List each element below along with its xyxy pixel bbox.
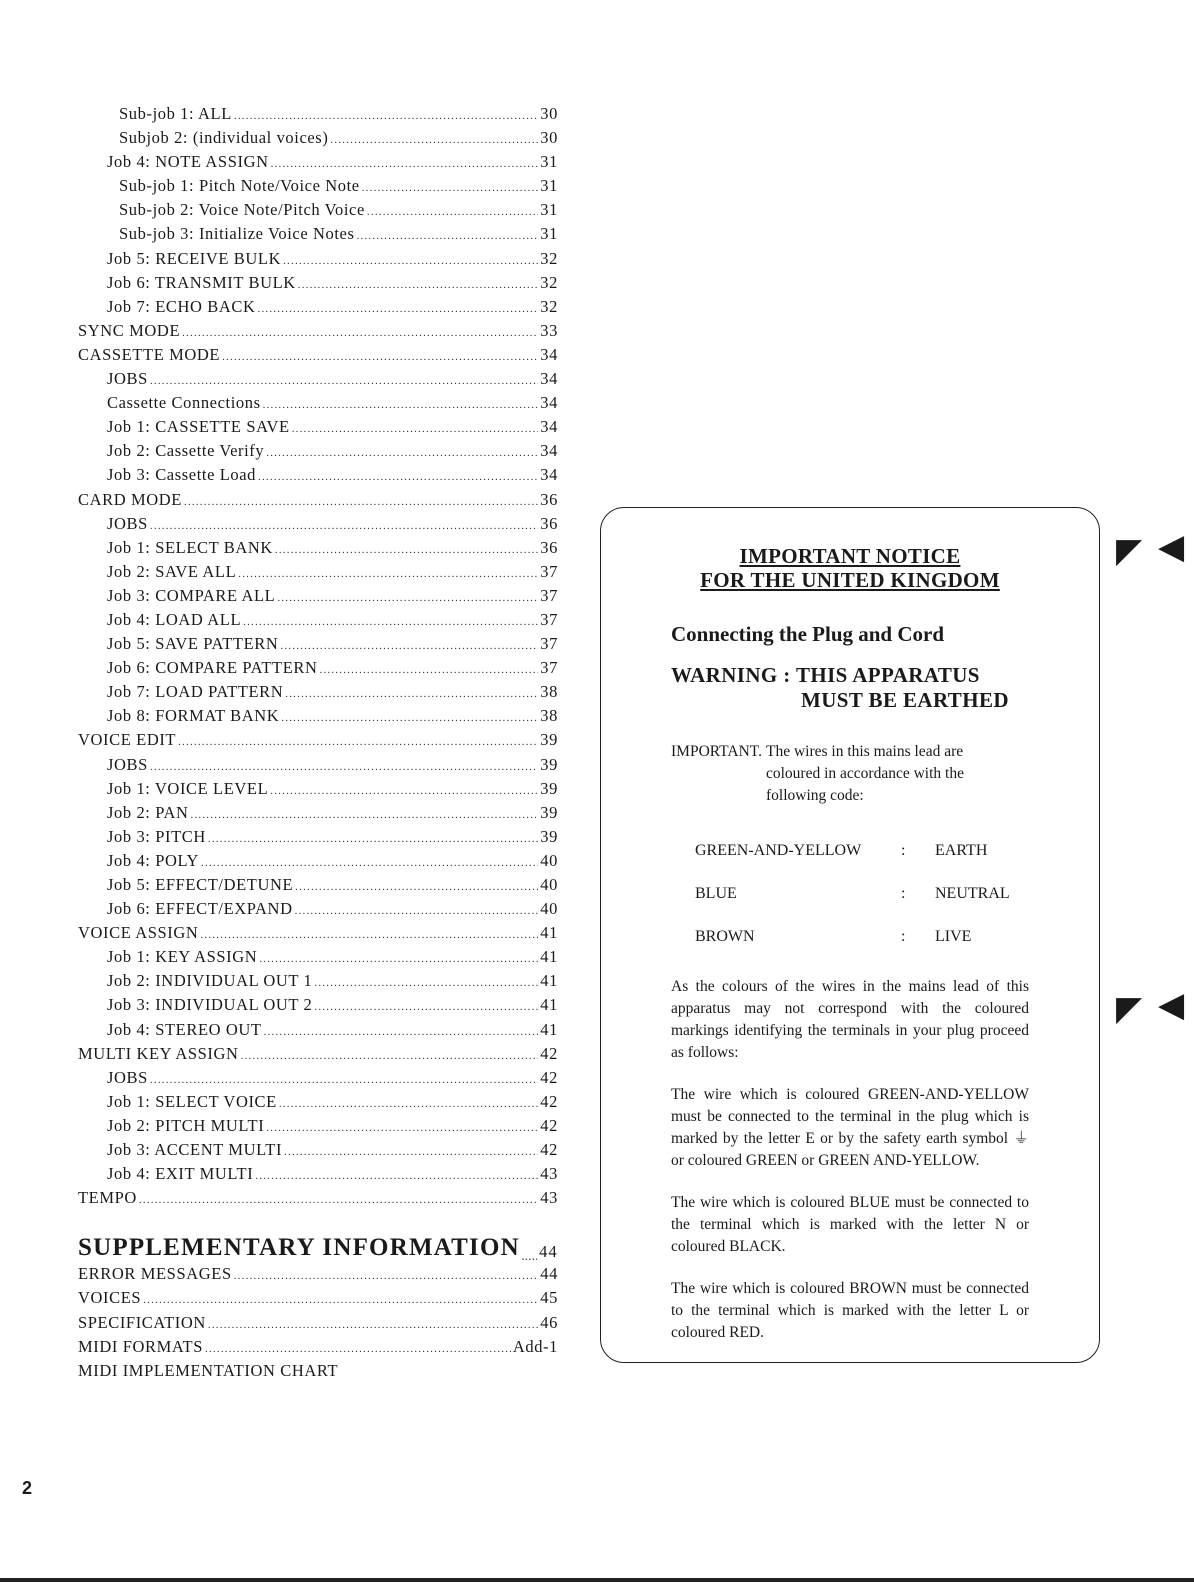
toc-entry bbox=[78, 610, 558, 634]
toc-entry-page: 34 bbox=[540, 465, 558, 485]
toc-leader-dots bbox=[320, 664, 539, 676]
toc-entry bbox=[78, 995, 558, 1019]
toc-entry-label: SUPPLEMENTARY INFORMATION bbox=[78, 1234, 520, 1262]
toc-entry-label: Job 5: SAVE PATTERN bbox=[107, 634, 279, 654]
toc-entry-page: 41 bbox=[540, 995, 558, 1015]
toc-entry-label: Job 3: Cassette Load bbox=[107, 465, 257, 485]
toc-entry-page: 42 bbox=[540, 1140, 558, 1160]
toc-leader-dots bbox=[241, 1050, 539, 1062]
toc-entry bbox=[78, 682, 558, 706]
toc-entry bbox=[78, 971, 558, 995]
toc-entry-label: MIDI IMPLEMENTATION CHART bbox=[78, 1360, 339, 1380]
code-row bbox=[695, 872, 1099, 915]
toc-entry bbox=[78, 152, 558, 176]
registration-mark-icon: ◀ bbox=[1158, 527, 1185, 567]
toc-leader-dots bbox=[205, 1343, 511, 1355]
toc-entry bbox=[78, 176, 558, 200]
toc-leader-dots bbox=[367, 206, 538, 218]
toc-entry bbox=[78, 851, 558, 875]
toc-leader-dots bbox=[200, 929, 538, 941]
toc-leader-dots bbox=[266, 447, 538, 459]
toc-leader-dots bbox=[279, 1098, 538, 1110]
toc-entry bbox=[78, 297, 558, 321]
toc-entry-label: Job 2: SAVE ALL bbox=[107, 561, 237, 581]
toc-entry-label: Sub-job 1: Pitch Note/Voice Note bbox=[119, 176, 360, 196]
toc-leader-dots bbox=[259, 953, 538, 965]
toc-entry-label: ERROR MESSAGES bbox=[78, 1264, 232, 1284]
toc-entry-page: 30 bbox=[540, 104, 558, 123]
toc-leader-dots bbox=[234, 1270, 539, 1282]
toc-leader-dots bbox=[238, 568, 538, 580]
toc-entry-label: MULTI KEY ASSIGN bbox=[78, 1043, 239, 1063]
toc-entry-page: 30 bbox=[540, 128, 558, 148]
toc-entry-page: 36 bbox=[540, 489, 558, 509]
important-text bbox=[766, 741, 1008, 807]
toc-entry-page: 41 bbox=[540, 1019, 558, 1039]
toc-entry-label: VOICE EDIT bbox=[78, 730, 177, 750]
toc-entry bbox=[78, 1313, 558, 1337]
toc-entry-label: Job 5: EFFECT/DETUNE bbox=[107, 875, 294, 894]
toc-entry-page: 38 bbox=[540, 682, 558, 702]
toc-leader-dots bbox=[150, 375, 538, 387]
toc-leader-dots bbox=[182, 327, 538, 339]
notice-paragraph: The wire which is coloured BLUE must be connected to the terminal which is marked with the letter N or coloured BLACK. bbox=[671, 1194, 1029, 1255]
toc-entry-label: Job 6: TRANSMIT BULK bbox=[107, 272, 296, 292]
code-colour: GREEN-AND-YELLOW bbox=[695, 841, 862, 859]
toc-entry bbox=[78, 538, 558, 562]
toc-entry bbox=[78, 1020, 558, 1044]
toc-leader-dots bbox=[330, 134, 538, 146]
toc-entry-label: Job 3: INDIVIDUAL OUT 2 bbox=[107, 995, 313, 1015]
toc-leader-dots bbox=[243, 616, 538, 628]
toc-entry bbox=[78, 1288, 558, 1312]
toc-entry-page: 44 bbox=[540, 1264, 558, 1284]
toc-leader-dots bbox=[201, 857, 538, 869]
toc-leader-dots bbox=[143, 1294, 538, 1306]
notice-subtitle: Connecting the Plug and Cord bbox=[671, 622, 945, 646]
toc-entry-label: CASSETTE MODE bbox=[78, 344, 221, 364]
toc-leader-dots bbox=[263, 399, 539, 411]
page-number: 2 bbox=[22, 1478, 33, 1498]
toc-entry-page: 36 bbox=[540, 513, 558, 533]
important-text-line-2: coloured in accordance with the bbox=[765, 765, 964, 782]
toc-entry-page: 40 bbox=[540, 850, 558, 870]
toc-entry bbox=[78, 1337, 558, 1361]
toc-leader-dots bbox=[208, 833, 538, 845]
toc-entry bbox=[78, 1361, 558, 1385]
toc-entry bbox=[78, 1068, 558, 1092]
toc-leader-dots bbox=[275, 544, 538, 556]
toc-leader-dots bbox=[295, 905, 539, 917]
toc-entry-label: VOICE ASSIGN bbox=[78, 923, 199, 943]
toc-entry bbox=[78, 465, 558, 489]
warning-line-1: WARNING : THIS APPARATUS bbox=[671, 663, 980, 687]
toc-entry-label: Job 5: RECEIVE BULK bbox=[107, 248, 282, 268]
toc-entry-label: JOBS bbox=[107, 754, 148, 774]
toc-leader-dots bbox=[357, 230, 539, 242]
toc-entry bbox=[78, 875, 558, 899]
code-meaning: LIVE bbox=[935, 927, 972, 945]
toc-entry-label: Job 2: PITCH MULTI bbox=[107, 1115, 265, 1135]
toc-entry-label: Job 4: STEREO OUT bbox=[107, 1019, 262, 1039]
toc-entry bbox=[78, 923, 558, 947]
toc-entry-page: 41 bbox=[540, 923, 558, 943]
toc-entry-label: SPECIFICATION bbox=[78, 1312, 206, 1332]
toc-leader-dots bbox=[222, 351, 538, 363]
toc-entry-label: Job 8: FORMAT BANK bbox=[107, 706, 280, 726]
toc-entry-label: Sub-job 1: ALL bbox=[119, 104, 232, 123]
toc-entry bbox=[78, 514, 558, 538]
toc-entry-page: 39 bbox=[540, 826, 558, 846]
toc-entry bbox=[78, 803, 558, 827]
toc-leader-dots bbox=[191, 809, 539, 821]
toc-leader-dots bbox=[283, 255, 538, 267]
toc-leader-dots bbox=[285, 688, 538, 700]
toc-entry-label: Job 6: EFFECT/EXPAND bbox=[107, 899, 293, 919]
toc-entry bbox=[78, 1188, 558, 1212]
toc-entry-label: JOBS bbox=[107, 1067, 148, 1087]
toc-entry-label: VOICES bbox=[78, 1288, 142, 1308]
toc-entry-label: Job 3: ACCENT MULTI bbox=[107, 1140, 283, 1160]
toc-entry-label: Sub-job 3: Initialize Voice Notes bbox=[119, 224, 355, 244]
toc-entry-label: Job 3: COMPARE ALL bbox=[107, 585, 276, 605]
toc-entry-page: 39 bbox=[540, 778, 558, 798]
toc-entry bbox=[78, 369, 558, 393]
toc-entry-label: Job 6: COMPARE PATTERN bbox=[107, 658, 318, 678]
toc-entry-label: Job 1: SELECT VOICE bbox=[107, 1091, 277, 1111]
code-row bbox=[695, 915, 1099, 958]
toc-entry bbox=[78, 128, 558, 152]
toc-entry-page: 42 bbox=[540, 1091, 558, 1111]
toc-entry bbox=[78, 1092, 558, 1116]
toc-entry-page: 34 bbox=[540, 369, 558, 389]
code-colour: BROWN bbox=[695, 927, 755, 945]
important-text-line-1: The wires in this mains lead are bbox=[765, 743, 964, 760]
toc-entry bbox=[78, 586, 558, 610]
toc-entry bbox=[78, 899, 558, 923]
toc-entry-label: Job 4: EXIT MULTI bbox=[107, 1164, 254, 1184]
toc-entry-label: Job 4: NOTE ASSIGN bbox=[107, 152, 269, 172]
toc-entry bbox=[78, 947, 558, 971]
toc-entry-label: JOBS bbox=[107, 369, 148, 389]
toc-entry bbox=[78, 658, 558, 682]
toc-entry-label: Job 3: PITCH bbox=[107, 826, 206, 846]
toc-entry bbox=[78, 490, 558, 514]
toc-entry-label: Subjob 2: (individual voices) bbox=[119, 128, 329, 148]
toc-entry-label: Job 2: INDIVIDUAL OUT 1 bbox=[107, 971, 313, 991]
toc-entry-label: SYNC MODE bbox=[78, 320, 181, 340]
toc-entry bbox=[78, 1264, 558, 1288]
important-lead: IMPORTANT. bbox=[671, 743, 762, 760]
toc-entry-page: 43 bbox=[540, 1188, 558, 1208]
toc-entry-page: 36 bbox=[540, 537, 558, 557]
toc-entry-page: 42 bbox=[540, 1115, 558, 1135]
notice-paragraph: The wire which is coloured GREEN-AND-YELLOW must be connected to the terminal in the plug which is marked by the letter E or by the safety earth symbol ⏚ or coloured GREEN or GREEN AND-YELLOW. bbox=[671, 1086, 1029, 1169]
toc-entry bbox=[78, 104, 558, 128]
toc-entry bbox=[78, 393, 558, 417]
toc-leader-dots bbox=[258, 471, 538, 483]
toc-entry-label: Sub-job 2: Voice Note/Pitch Voice bbox=[119, 200, 365, 220]
toc-entry-label: Job 2: Cassette Verify bbox=[107, 441, 265, 461]
toc-leader-dots bbox=[314, 1001, 538, 1013]
toc-entry-page: 34 bbox=[540, 344, 558, 364]
toc-entry-page: 39 bbox=[540, 754, 558, 774]
toc-leader-dots bbox=[522, 1252, 537, 1262]
toc-entry-page: 38 bbox=[540, 706, 558, 726]
toc-entry-page: 37 bbox=[540, 634, 558, 654]
code-colour: BLUE bbox=[695, 884, 737, 902]
toc-entry-page: 43 bbox=[540, 1164, 558, 1184]
toc-entry-page: 34 bbox=[540, 393, 558, 413]
toc-leader-dots bbox=[362, 182, 539, 194]
toc-leader-dots bbox=[284, 1146, 538, 1158]
notice-title-line-1: IMPORTANT NOTICE bbox=[739, 544, 961, 568]
toc-entry-label: Job 1: VOICE LEVEL bbox=[107, 778, 269, 798]
toc-entry-label: Job 1: CASSETTE SAVE bbox=[107, 417, 290, 437]
toc-entry-page: 31 bbox=[540, 176, 558, 196]
toc-entry-page: 34 bbox=[540, 417, 558, 437]
code-meaning: NEUTRAL bbox=[935, 884, 1010, 902]
toc-entry-label: TEMPO bbox=[78, 1188, 137, 1208]
toc-section-heading bbox=[78, 1220, 558, 1264]
toc-entry bbox=[78, 706, 558, 730]
registration-mark-icon: ◀ bbox=[1158, 985, 1185, 1025]
toc-leader-dots bbox=[234, 110, 538, 122]
registration-mark-icon: ◤ bbox=[1116, 531, 1143, 571]
toc-leader-dots bbox=[271, 158, 539, 170]
toc-leader-dots bbox=[208, 1319, 538, 1331]
toc-entry-page: 37 bbox=[540, 561, 558, 581]
toc-entry bbox=[78, 417, 558, 441]
wire-colour-code-table bbox=[695, 829, 1099, 958]
toc-entry-label: Job 7: LOAD PATTERN bbox=[107, 682, 284, 702]
toc-entry-label: Job 2: PAN bbox=[107, 802, 189, 822]
toc-leader-dots bbox=[292, 423, 539, 435]
toc-leader-dots bbox=[150, 1074, 538, 1086]
notice-paragraph: The wire which is coloured BROWN must be connected to the terminal which is marked with the letter L or coloured RED. bbox=[671, 1280, 1029, 1341]
toc-entry-page: 42 bbox=[540, 1043, 558, 1063]
toc-entry bbox=[78, 755, 558, 779]
toc-entry-label: Job 7: ECHO BACK bbox=[107, 296, 256, 316]
toc-entry-page: 33 bbox=[540, 320, 558, 340]
code-separator: : bbox=[901, 927, 906, 945]
warning-line-2: MUST BE EARTHED bbox=[801, 688, 1009, 712]
toc-leader-dots bbox=[277, 592, 538, 604]
toc-entry-page: Add-1 bbox=[512, 1336, 558, 1356]
toc-entry-page: 32 bbox=[540, 248, 558, 268]
toc-entry bbox=[78, 321, 558, 345]
toc-entry bbox=[78, 562, 558, 586]
toc-leader-dots bbox=[295, 881, 538, 893]
toc-entry bbox=[78, 1044, 558, 1068]
toc-entry-label: Job 1: SELECT BANK bbox=[107, 537, 273, 557]
code-meaning: EARTH bbox=[935, 841, 988, 859]
toc-leader-dots bbox=[258, 303, 539, 315]
table-of-contents bbox=[78, 104, 558, 1385]
notice-title bbox=[601, 544, 1099, 592]
toc-entry bbox=[78, 827, 558, 851]
toc-entry bbox=[78, 1164, 558, 1188]
toc-entry bbox=[78, 730, 558, 754]
toc-entry-page: 31 bbox=[540, 200, 558, 220]
toc-entry bbox=[78, 224, 558, 248]
toc-entry bbox=[78, 1140, 558, 1164]
toc-leader-dots bbox=[281, 712, 538, 724]
toc-leader-dots bbox=[184, 496, 538, 508]
important-text-line-3: following code: bbox=[765, 787, 864, 804]
toc-leader-dots bbox=[178, 736, 538, 748]
bottom-rule bbox=[0, 1578, 1194, 1582]
toc-leader-dots bbox=[270, 785, 538, 797]
toc-leader-dots bbox=[150, 761, 538, 773]
toc-entry-page: 37 bbox=[540, 609, 558, 629]
toc-leader-dots bbox=[264, 1026, 539, 1038]
toc-entry bbox=[78, 634, 558, 658]
toc-leader-dots bbox=[150, 520, 538, 532]
toc-entry-label: Cassette Connections bbox=[107, 393, 261, 413]
toc-entry-page: 37 bbox=[540, 585, 558, 605]
toc-entry bbox=[78, 1116, 558, 1140]
toc-entry-page: 31 bbox=[540, 152, 558, 172]
uk-important-notice-box bbox=[600, 507, 1100, 1363]
toc-entry-page: 32 bbox=[540, 296, 558, 316]
toc-entry-page: 37 bbox=[540, 658, 558, 678]
toc-entry-page: 39 bbox=[540, 802, 558, 822]
toc-entry bbox=[78, 200, 558, 224]
notice-title-line-2: FOR THE UNITED KINGDOM bbox=[700, 568, 1000, 592]
toc-entry-page: 41 bbox=[540, 947, 558, 967]
toc-entry-page: 44 bbox=[539, 1242, 558, 1262]
toc-leader-dots bbox=[255, 1170, 538, 1182]
toc-entry-page: 45 bbox=[540, 1288, 558, 1308]
toc-entry-page: 39 bbox=[540, 730, 558, 750]
code-separator: : bbox=[901, 884, 906, 902]
toc-leader-dots bbox=[266, 1122, 538, 1134]
toc-entry-label: JOBS bbox=[107, 513, 148, 533]
registration-mark-icon: ◤ bbox=[1116, 989, 1143, 1029]
code-row bbox=[695, 829, 1099, 872]
toc-entry-page: 40 bbox=[540, 875, 558, 894]
toc-entry-label: MIDI FORMATS bbox=[78, 1336, 204, 1356]
toc-entry-label: CARD MODE bbox=[78, 489, 182, 509]
toc-entry-page: 46 bbox=[540, 1312, 558, 1332]
toc-leader-dots bbox=[314, 977, 538, 989]
toc-entry bbox=[78, 779, 558, 803]
toc-leader-dots bbox=[280, 640, 538, 652]
toc-entry bbox=[78, 249, 558, 273]
toc-entry-page: 40 bbox=[540, 899, 558, 919]
toc-entry-page: 41 bbox=[540, 971, 558, 991]
code-separator: : bbox=[901, 841, 906, 859]
important-statement bbox=[671, 741, 1099, 807]
toc-entry-page: 34 bbox=[540, 441, 558, 461]
toc-entry-label: Job 4: POLY bbox=[107, 850, 200, 870]
toc-entry-label: Job 4: LOAD ALL bbox=[107, 609, 242, 629]
toc-entry-page: 42 bbox=[540, 1067, 558, 1087]
notice-paragraph: As the colours of the wires in the mains lead of this apparatus may not correspond with the coloured markings identifying the terminals in your plug proceed as follows: bbox=[671, 978, 1029, 1061]
toc-entry bbox=[78, 441, 558, 465]
toc-leader-dots bbox=[298, 279, 539, 291]
toc-entry-page: 32 bbox=[540, 272, 558, 292]
toc-entry bbox=[78, 345, 558, 369]
toc-entry bbox=[78, 273, 558, 297]
toc-leader-dots bbox=[139, 1194, 538, 1206]
toc-entry-page: 31 bbox=[540, 224, 558, 244]
toc-entry-label: Job 1: KEY ASSIGN bbox=[107, 947, 258, 967]
